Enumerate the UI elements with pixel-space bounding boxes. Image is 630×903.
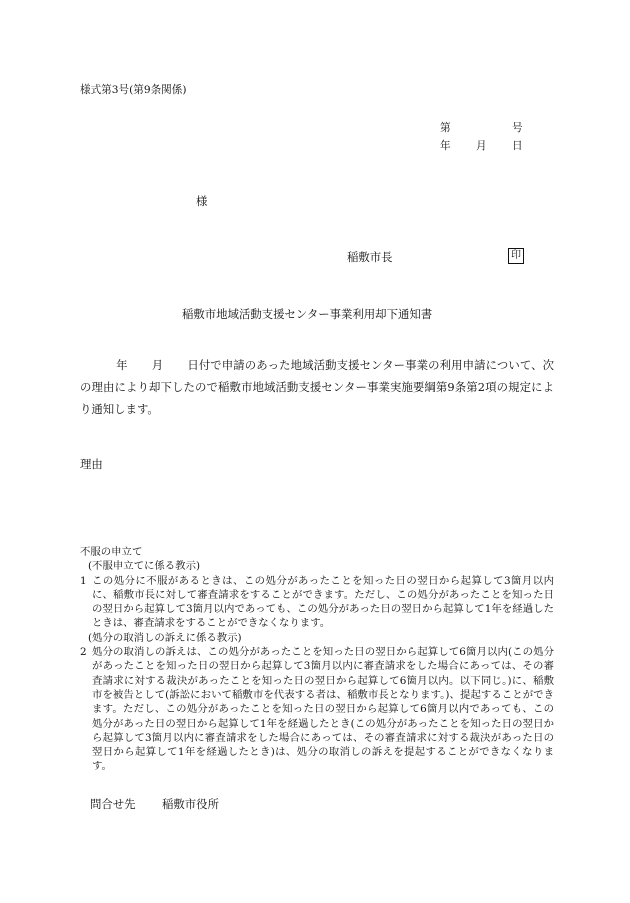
date-year: 年	[440, 140, 451, 152]
objection-item-2-number: 2	[80, 646, 87, 659]
objection-item-1-text: この処分に不服があるときは、この処分があったことを知った日の翌日から起算して3箇月以内に、稲敷市長に対して審査請求をすることができます。ただし、この処分があったことを知った日の翌日から起算して3箇月以内であっても、この処分があった日の翌日から起算して1年を経過したときは、審査請求をすることができなくなります。	[92, 574, 554, 630]
number-suffix: 号	[512, 122, 523, 134]
body-year-label: 年	[116, 358, 128, 372]
body-paragraph	[80, 354, 554, 420]
objection-item-1	[80, 574, 554, 631]
number-prefix: 第	[440, 122, 451, 134]
seal-stamp	[508, 248, 524, 264]
objection-subheading-1: (不服申立てに係る教示)	[88, 560, 201, 573]
contact-office: 稲敷市役所	[162, 797, 219, 811]
objection-heading: 不服の申立て	[80, 546, 143, 558]
objection-item-2-text: 処分の取消しの訴えは、この処分があったことを知った日の翌日から起算して6箇月以内(この処分があったことを知った日の翌日から起算して3箇月以内に審査請求をした場合にあっては、その審査請求に対する裁決があったことを知った日の翌日から起算して6箇月以内。以下同じ。)に、稲敷市を被告として(訴訟において稲敷市を代表する者は、稲敷市長となります。)、提起することができます。ただし、この処分があったことを知った日の翌日から起算して6箇月以内であっても、この処分があった日の翌日から起算して1年を経過したとき(この処分があったことを知った日の翌日から起算して3箇月以内に審査請求をした場合にあっては、その審査請求に対する裁決があった日の翌日から起算して1年を経過したとき)は、処分の取消しの訴えを提起することができなくなります。	[92, 646, 554, 773]
objection-item-2	[80, 645, 554, 774]
body-month-label: 月	[151, 358, 164, 372]
contact-label: 問合せ先	[90, 797, 136, 811]
date-month: 月	[476, 140, 487, 152]
objection-subheading-2: (処分の取消しの訴えに係る教示)	[88, 631, 242, 644]
form-number: 様式第3号(第9条関係)	[80, 84, 187, 96]
seal-char: 印	[511, 250, 521, 261]
body-text-line1: 日付で申請のあった地域活動支援センター事業の利用申請について、	[187, 358, 543, 372]
objection-section	[80, 545, 554, 774]
reason-label: 理由	[80, 457, 103, 471]
objection-item-1-number: 1	[80, 574, 87, 587]
date-day: 日	[512, 140, 523, 152]
document-title: 稲敷市地域活動支援センター事業利用却下通知書	[182, 307, 433, 321]
issuer-name: 稲敷市長	[347, 250, 393, 264]
body-text-rest: 次の理由により却下したので稲敷市地域活動支援センター事業実施要綱第9条第2項の規定により通知します。	[80, 358, 554, 416]
addressee-honorific: 様	[196, 194, 208, 208]
